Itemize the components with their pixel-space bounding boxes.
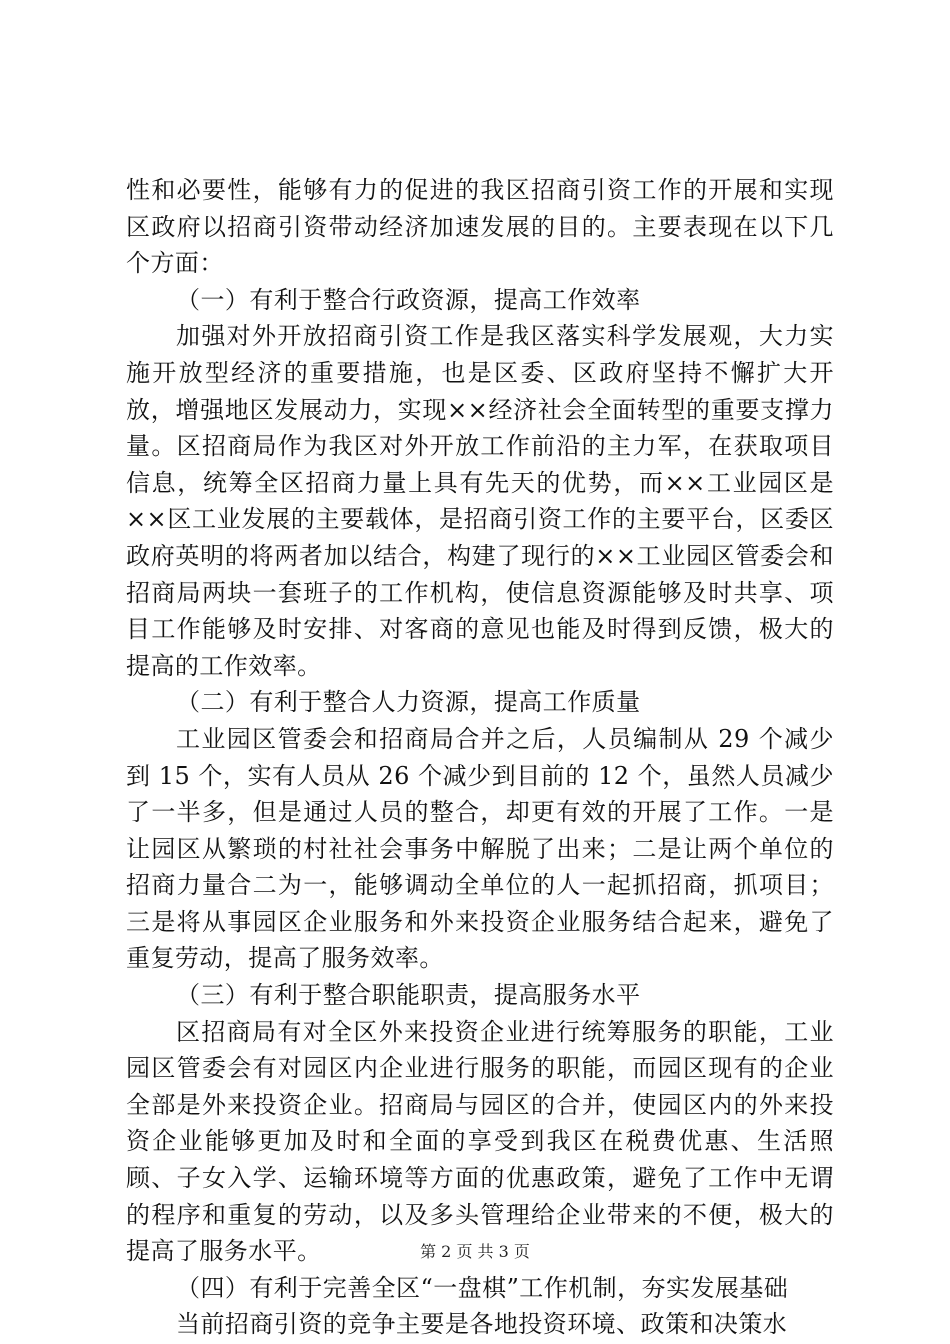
page-number-footer: 第 2 页 共 3 页 <box>420 1242 530 1261</box>
body-paragraph: 加强对外开放招商引资工作是我区落实科学发展观，大力实施开放型经济的重要措施，也是区委、区政府坚持不懈扩大开放，增强地区发展动力，实现××经济社会全面转型的重要支撑力量。区招商局作为我区对外开放工作前沿的主力军，在获取项目信息，统筹全区招商力量上具有先天的优势，而××工业园区是××区工业发展的主要载体，是招商引资工作的主要平台，区委区政府英明的将两者加以结合，构建了现行的××工业园区管委会和招商局两块一套班子的工作机构，使信息资源能够及时共享、项目工作能够及时安排、对客商的意见也能及时得到反馈，极大的提高的工作效率。 <box>126 322 834 680</box>
section-heading-1: （一）有利于整合行政资源，提高工作效率 <box>176 285 641 314</box>
body-paragraph: 区招商局有对全区外来投资企业进行统筹服务的职能，工业园区管委会有对园区内企业进行服务的职能，而园区现有的企业全部是外来投资企业。招商局与园区的合并，使园区内的外来投资企业能够更加及时和全面的享受到我区在税费优惠、生活照顾、子女入学、运输环境等方面的优惠政策，避免了工作中无谓的程序和重复的劳动，以及多头管理给企业带来的不便，极大的提高了服务水平。 <box>126 1017 834 1266</box>
body-paragraph-continued: 性和必要性，能够有力的促进的我区招商引资工作的开展和实现区政府以招商引资带动经济加速发展的目的。主要表现在以下几个方面： <box>126 176 834 278</box>
body-paragraph: 当前招商引资的竞争主要是各地投资环境、政策和决策水 <box>176 1310 788 1339</box>
section-heading-3: （三）有利于整合职能职责，提高服务水平 <box>176 981 641 1010</box>
section-heading-4: （四）有利于完善全区“一盘棋”工作机制，夯实发展基础 <box>176 1273 789 1302</box>
section-heading-2: （二）有利于整合人力资源，提高工作质量 <box>176 688 641 717</box>
document-body <box>126 172 834 1343</box>
body-paragraph: 工业园区管委会和招商局合并之后，人员编制从 29 个减少到 15 个，实有人员从 26 个减少到目前的 12 个，虽然人员减少了一半多，但是通过人员的整合，却更有效的开展了工作。一是让园区从繁琐的村社社会事务中解脱了出来；二是让两个单位的招商力量合二为一，能够调动全单位的人一起抓招商，抓项目；三是将从事园区企业服务和外来投资企业服务结合起来，避免了重复劳动，提高了服务效率。 <box>126 724 834 973</box>
